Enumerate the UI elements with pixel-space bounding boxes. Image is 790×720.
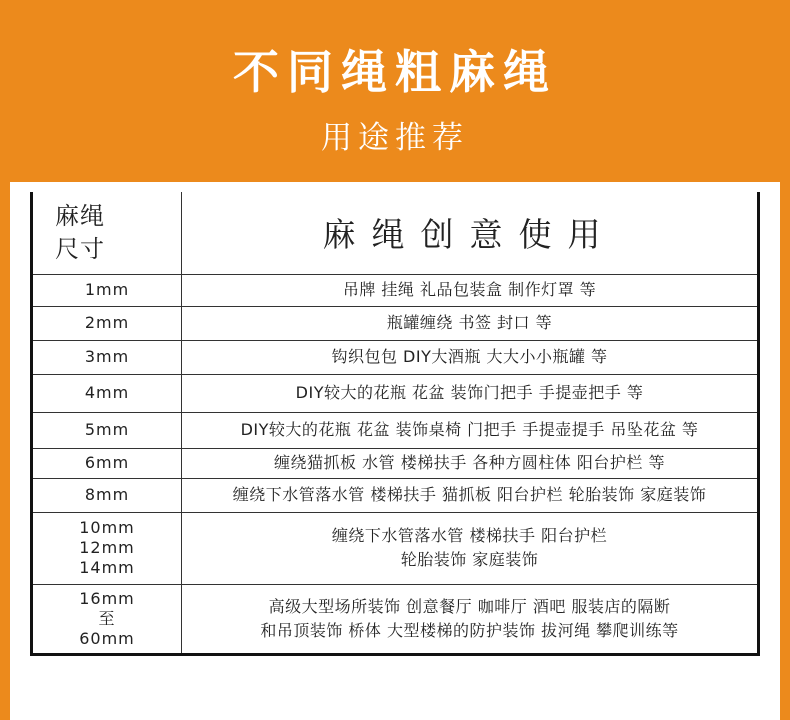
page-title: 不同绳粗麻绳	[233, 45, 557, 99]
table-row	[32, 340, 759, 374]
use-text: DIY较大的花瓶 花盆 装饰门把手 手提壶把手 等	[295, 383, 644, 402]
use-text: 和吊顶装饰 桥体 大型楼梯的防护装饰 拔河绳 攀爬训练等	[260, 620, 679, 640]
use-cell	[182, 478, 759, 512]
size-value: 12mm	[79, 538, 135, 557]
size-header-line: 麻绳	[55, 201, 105, 230]
size-value: 1mm	[84, 280, 130, 299]
size-value: 至	[98, 608, 116, 628]
use-cell	[182, 412, 759, 448]
table-row	[32, 512, 759, 584]
use-text: DIY较大的花瓶 花盆 装饰桌椅 门把手 手提壶提手 吊坠花盆 等	[240, 420, 699, 439]
size-cell	[32, 340, 182, 374]
size-cell	[32, 374, 182, 412]
use-text: 缠绕猫抓板 水管 楼梯扶手 各种方圆柱体 阳台护栏 等	[274, 453, 665, 472]
use-cell	[182, 306, 759, 340]
table-row	[32, 584, 759, 654]
use-column-header: 麻绳创意使用	[182, 192, 759, 274]
size-cell	[32, 412, 182, 448]
size-column-header	[32, 192, 182, 274]
table-row	[32, 412, 759, 448]
use-text: 瓶罐缠绕 书签 封口 等	[386, 313, 553, 332]
size-value: 2mm	[84, 313, 130, 332]
use-text: 钩织包包 DIY大酒瓶 大大小小瓶罐 等	[331, 347, 608, 366]
size-value: 16mm	[79, 588, 135, 608]
use-cell	[182, 584, 759, 654]
table-header-row	[32, 192, 759, 274]
size-value: 14mm	[79, 558, 135, 577]
size-cell	[32, 512, 182, 584]
rope-usage-panel	[10, 182, 780, 720]
size-cell	[32, 478, 182, 512]
use-cell	[182, 274, 759, 306]
size-value: 4mm	[84, 383, 130, 402]
table-row	[32, 448, 759, 478]
size-value: 5mm	[84, 420, 130, 439]
page-subtitle: 用途推荐	[321, 120, 469, 156]
use-text: 轮胎装饰 家庭装饰	[400, 550, 539, 569]
size-value: 6mm	[84, 453, 130, 472]
size-value: 8mm	[84, 485, 130, 504]
table-row	[32, 274, 759, 306]
size-value: 10mm	[79, 518, 135, 537]
table-row	[32, 374, 759, 412]
size-cell	[32, 448, 182, 478]
use-text: 吊牌 挂绳 礼品包装盒 制作灯罩 等	[342, 280, 597, 299]
use-text: 缠绕下水管落水管 楼梯扶手 猫抓板 阳台护栏 轮胎装饰 家庭装饰	[232, 485, 707, 504]
use-cell	[182, 512, 759, 584]
size-cell	[32, 306, 182, 340]
table-row	[32, 478, 759, 512]
use-text: 高级大型场所装饰 创意餐厅 咖啡厅 酒吧 服装店的隔断	[268, 596, 671, 616]
use-cell	[182, 374, 759, 412]
size-cell	[32, 584, 182, 654]
use-cell	[182, 340, 759, 374]
use-text: 缠绕下水管落水管 楼梯扶手 阳台护栏	[331, 526, 608, 545]
size-value: 60mm	[79, 628, 135, 648]
size-cell	[32, 274, 182, 306]
rope-usage-table	[30, 192, 760, 656]
size-value: 3mm	[84, 347, 130, 366]
use-cell	[182, 448, 759, 478]
table-row	[32, 306, 759, 340]
size-header-line: 尺寸	[55, 234, 105, 263]
